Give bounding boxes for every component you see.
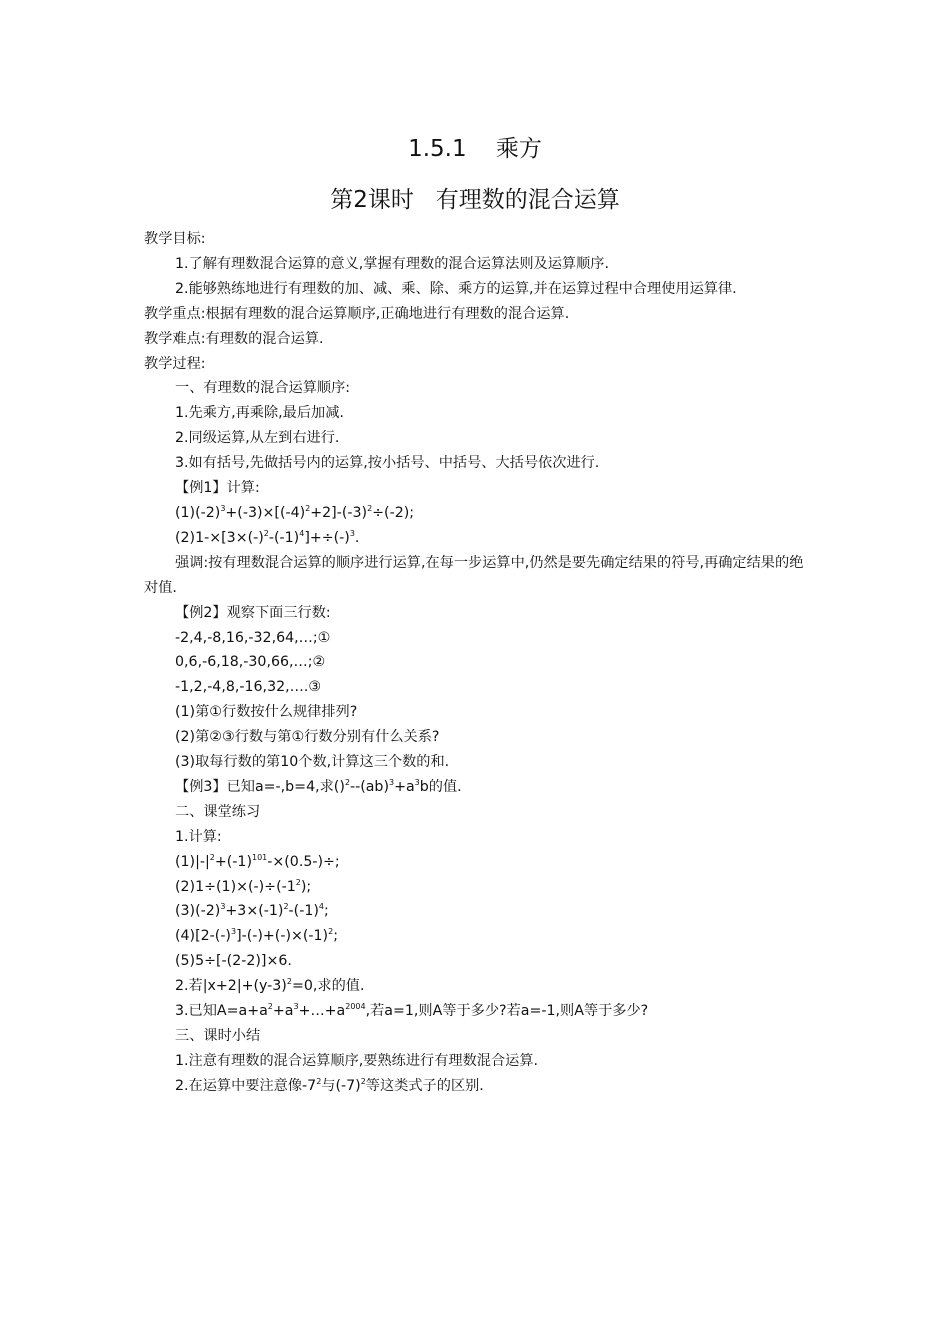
question-item: (1)第①行数按什么规律排列? [175, 704, 358, 721]
section-heading-process: 教学过程: [144, 355, 206, 372]
goal-item: 1.了解有理数混合运算的意义,掌握有理数的混合运算法则及运算顺序. [175, 255, 609, 272]
question-item: (3)取每行数的第10个数,计算这三个数的和. [175, 754, 450, 771]
document-title: 1.5.1 乘方 [408, 136, 542, 162]
math-line: 3.已知$A=a+a^2+a^3+\dots+a^{2004}$,若a=1,则A等于多少?若a=-1,则A等于多少? [175, 1002, 649, 1020]
example-heading: 【例2】观察下面三行数: [175, 604, 331, 621]
number-row: -1,2,-4,8,-16,32,….③ [175, 679, 322, 696]
question-item: (2)第②③行数与第①行数分别有什么关系? [175, 729, 440, 746]
subsection-heading: 一、有理数的混合运算顺序: [175, 380, 351, 397]
rule-item: 3.如有括号,先做括号内的运算,按小括号、中括号、大括号依次进行. [175, 455, 600, 472]
summary-item: 1.注意有理数的混合运算顺序,要熟练进行有理数混合运算. [175, 1052, 539, 1069]
example-heading: 【例1】计算: [175, 480, 260, 497]
section-heading-goals: 教学目标: [144, 231, 206, 247]
emphasis-note: 强调:按有理数混合运算的顺序进行运算,在每一步运算中,仍然是要先确定结果的符号,再确定结果的绝对值. [144, 554, 804, 596]
math-line: $(2)1-\times[3\times(-)^2-(-1)^4]+\div(-)^3$. [175, 528, 360, 546]
key-point: 教学重点:根据有理数的混合运算顺序,正确地进行有理数的混合运算. [144, 305, 570, 322]
math-line: (5)5÷[-(2-2)]×6. [175, 953, 292, 970]
goal-item: 2.能够熟练地进行有理数的加、减、乘、除、乘方的运算,并在运算过程中合理使用运算律. [175, 280, 737, 297]
document-body [144, 227, 810, 1099]
math-line: $(2)1\div(1)\times(-)\div(-1^2)$; [175, 877, 312, 895]
math-line: 2.若$|x+2|+(y-3)^2=0$,求的值. [175, 977, 365, 995]
subsection-heading: 二、课堂练习 [175, 803, 261, 820]
subsection-heading: 三、课时小结 [175, 1028, 261, 1044]
number-row: -2,4,-8,16,-32,64,…;① [175, 629, 331, 646]
number-row: 0,6,-6,18,-30,66,…;② [175, 654, 326, 671]
math-line: $(1)|-|^2+(-1)^{101}-\times(0.5-)\div$; [175, 852, 340, 870]
summary-item: 2.在运算中要注意像$-7^2$与$(-7)^2$等这类式子的区别. [175, 1076, 484, 1094]
math-line: $(1)(-2)^3+(-3)\times[(-4)^2+2]-(-3)^2\div(-2)$; [175, 503, 415, 521]
exercise-heading: 1.计算: [175, 828, 222, 845]
math-line: $(3)(-2)^3+3\times(-1)^2-(-1)^4$; [175, 902, 329, 920]
document-subtitle: 第2课时 有理数的混合运算 [330, 187, 620, 213]
rule-item: 2.同级运算,从左到右进行. [175, 430, 340, 447]
difficult-point: 教学难点:有理数的混合运算. [144, 330, 324, 347]
math-line: $(4)[2-(-)^3]-(-)+(-)\times(-1)^2$; [175, 927, 338, 945]
rule-item: 1.先乘方,再乘除,最后加减. [175, 405, 344, 422]
math-line: 【例3】已知a=-,b=4,求$()^2--(ab)^3+a^3b$的值. [175, 777, 462, 795]
